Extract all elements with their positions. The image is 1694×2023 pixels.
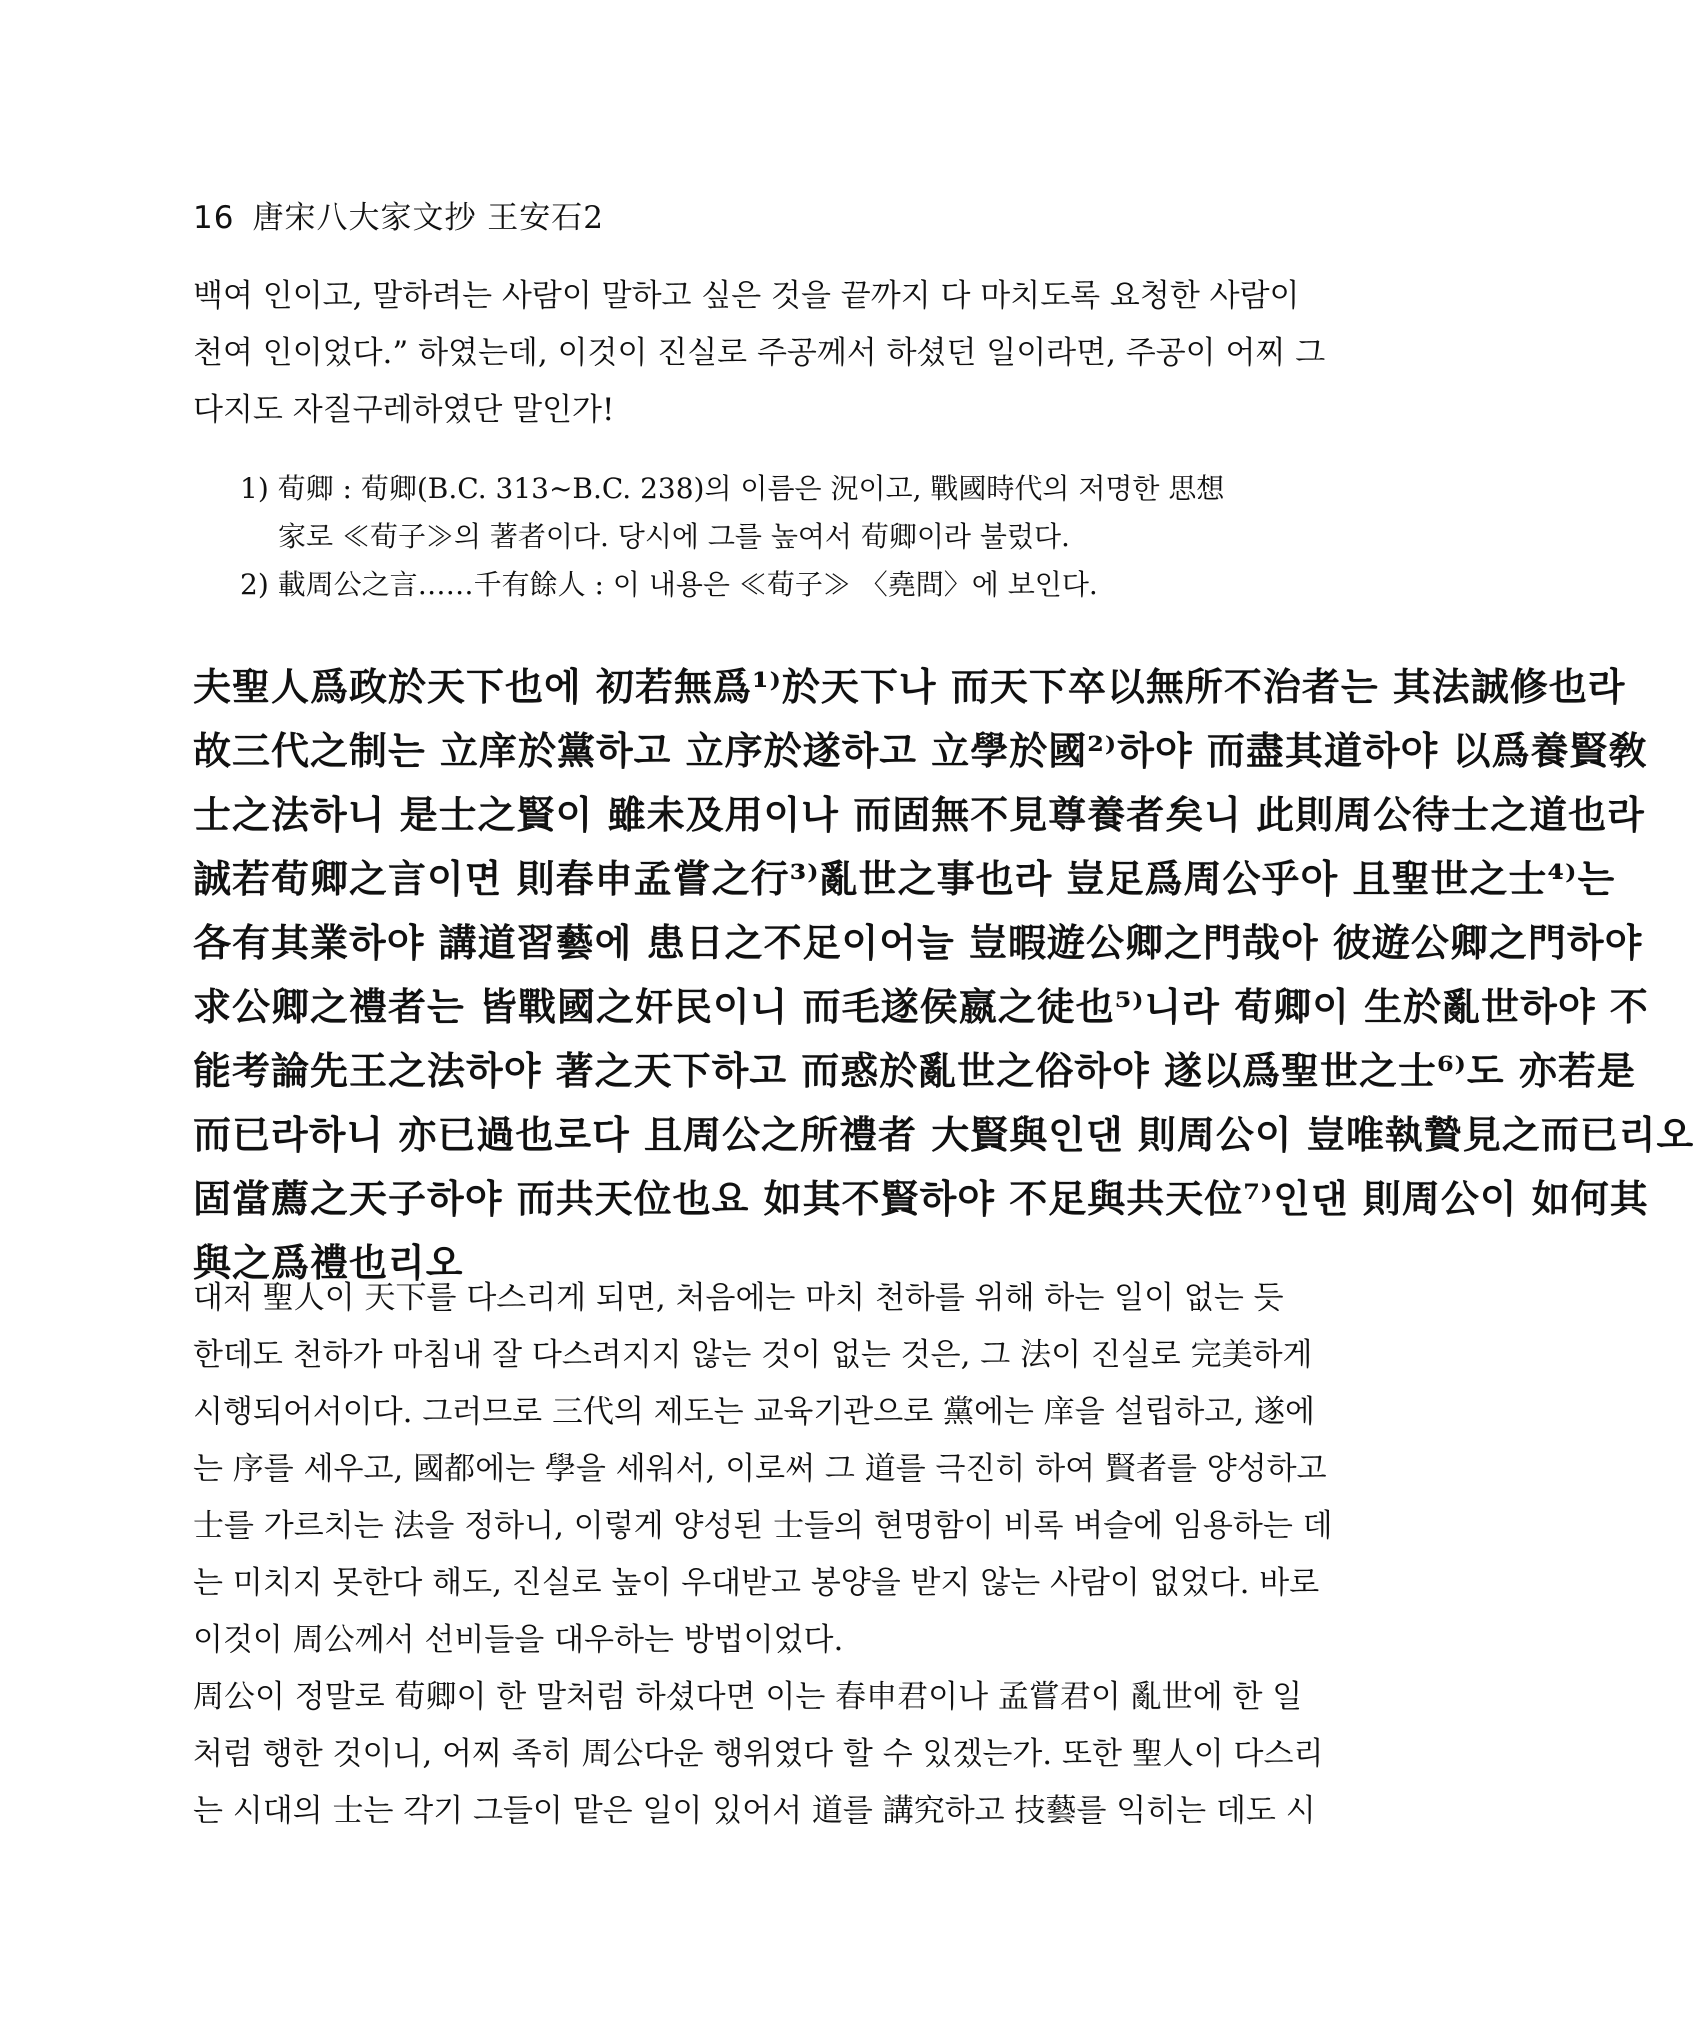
text-line: 다지도 자질구레하였단 말인가! — [193, 392, 615, 428]
hanmun-line: 固當薦之天子하야 而共天位也요 如其不賢하야 不足與共天位⁷⁾인댄 則周公이 如何其 — [193, 1176, 1649, 1221]
footnote-line: 家로 ≪荀子≫의 著者이다. 당시에 그를 높여서 荀卿이라 불렀다. — [278, 520, 1070, 553]
book-title: 唐宋八大家文抄 王安石2 — [252, 200, 605, 236]
page-number: 16 — [193, 200, 235, 236]
paragraph-continued — [193, 268, 1326, 439]
text-line: 이것이 周公께서 선비들을 대우하는 방법이었다. — [193, 1622, 844, 1658]
text-line: 는 序를 세우고, 國都에는 學을 세워서, 이로써 그 道를 극진히 하여 賢者를 양성하고 — [193, 1451, 1327, 1487]
footnote-line: 2) 載周公之言……千有餘人 : 이 내용은 ≪荀子≫ 〈堯問〉에 보인다. — [240, 568, 1098, 601]
translation-paragraph-2 — [193, 1669, 1324, 1840]
text-line: 처럼 행한 것이니, 어찌 족히 周公다운 행위였다 할 수 있겠는가. 또한 聖人이 다스리 — [193, 1736, 1324, 1772]
text-line: 는 미치지 못한다 해도, 진실로 높이 우대받고 봉양을 받지 않는 사람이 없었다. 바로 — [193, 1565, 1320, 1601]
hanmun-line: 夫聖人爲政於天下也에 初若無爲¹⁾於天下나 而天下卒以無所不治者는 其法誠修也라 — [193, 664, 1626, 709]
text-line: 대저 聖人이 天下를 다스리게 되면, 처음에는 마치 천하를 위해 하는 일이 없는 듯 — [193, 1280, 1284, 1316]
translation-paragraph-1 — [193, 1270, 1333, 1669]
text-line: 시행되어서이다. 그러므로 三代의 제도는 교육기관으로 黨에는 庠을 설립하고, 遂에 — [193, 1394, 1315, 1430]
hanmun-line: 求公卿之禮者는 皆戰國之奸民이니 而毛遂侯嬴之徒也⁵⁾니라 荀卿이 生於亂世하야 不 — [193, 984, 1649, 1029]
hanmun-line: 各有其業하야 講道習藝에 患日之不足이어늘 豈暇遊公卿之門哉아 彼遊公卿之門하야 — [193, 920, 1643, 965]
footnote-line: 1) 荀卿 : 荀卿(B.C. 313~B.C. 238)의 이름은 況이고, 戰國時代의 저명한 思想 — [240, 472, 1225, 505]
hanmun-line: 能考論先王之法하야 著之天下하고 而惑於亂世之俗하야 遂以爲聖世之士⁶⁾도 亦若是 — [193, 1048, 1636, 1093]
text-line: 백여 인이고, 말하려는 사람이 말하고 싶은 것을 끝까지 다 마치도록 요청한 사람이 — [193, 278, 1300, 314]
text-line: 는 시대의 士는 각기 그들이 맡은 일이 있어서 道를 講究하고 技藝를 익히는 데도 시 — [193, 1793, 1316, 1829]
text-line: 周公이 정말로 荀卿이 한 말처럼 하셨다면 이는 春申君이나 孟嘗君이 亂世에 한 일 — [193, 1679, 1303, 1715]
hanmun-line: 而已라하니 亦已過也로다 且周公之所禮者 大賢與인댄 則周公이 豈唯執贄見之而已리오 — [193, 1112, 1694, 1157]
hanmun-line: 故三代之制는 立庠於黨하고 立序於遂하고 立學於國²⁾하야 而盡其道하야 以爲養賢敎 — [193, 728, 1648, 773]
hanmun-line: 誠若荀卿之言이면 則春申孟嘗之行³⁾亂世之事也라 豈足爲周公乎아 且聖世之士⁴⁾는 — [193, 856, 1616, 901]
text-line: 천여 인이었다.” 하였는데, 이것이 진실로 주공께서 하셨던 일이라면, 주공이 어찌 그 — [193, 335, 1326, 371]
text-line: 한데도 천하가 마침내 잘 다스려지지 않는 것이 없는 것은, 그 法이 진실로 完美하게 — [193, 1337, 1313, 1373]
hanmun-line: 士之法하니 是士之賢이 雖未及用이나 而固無不見尊養者矣니 此則周公待士之道也라 — [193, 792, 1645, 837]
footnotes — [240, 465, 1295, 609]
running-header — [193, 192, 604, 237]
hanmun-line: 與之爲禮也리오 — [193, 1240, 464, 1285]
hanmun-original-text — [193, 655, 1694, 1295]
text-line: 士를 가르치는 法을 정하니, 이렇게 양성된 士들의 현명함이 비록 벼슬에 임용하는 데 — [193, 1508, 1333, 1544]
